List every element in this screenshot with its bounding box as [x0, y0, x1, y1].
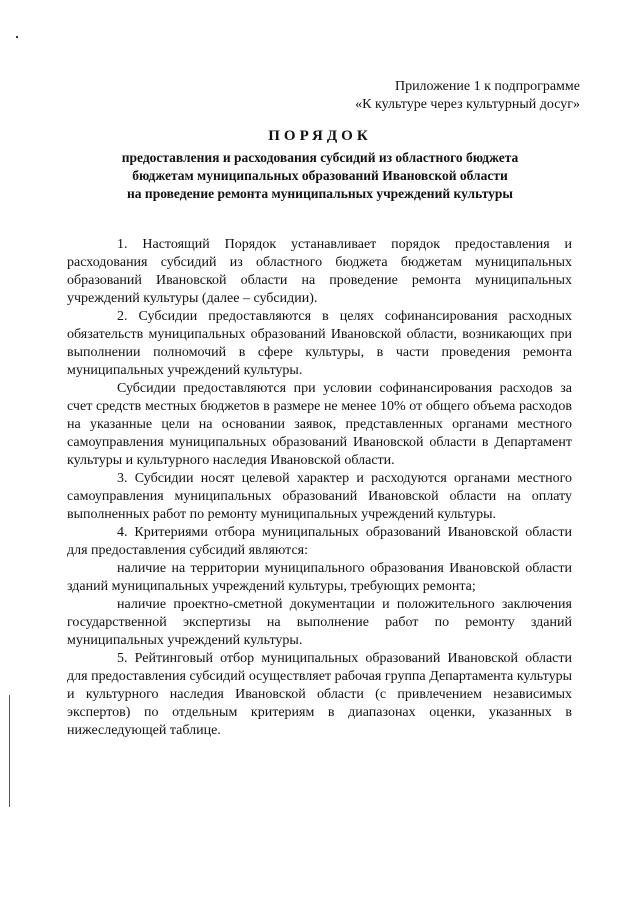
document-body — [67, 236, 572, 740]
paragraph-2-cont: Субсидии предоставляются при условии софинансирования расходов за счет средств местных бюджетов в размере не менее 10% от общего объема расходов на указанные цели на основании заявок, представленных органами местного самоуправления муниципальных образований Ивановской области в Департамент культуры и культурного наследия Ивановской области. — [67, 381, 572, 468]
paragraph-4-item-2: наличие проектно-сметной документации и положительного заключения государственной экспертизы на выполнение работ по ремонту зданий муниципальных учреждений культуры. — [67, 597, 572, 648]
appendix-header — [355, 78, 580, 114]
appendix-line-1: Приложение 1 к подпрограмме — [394, 79, 580, 94]
subtitle-line-1: предоставления и расходования субсидий из областного бюджета — [121, 150, 519, 165]
paragraph-1: 1. Настоящий Порядок устанавливает порядок предоставления и расходования субсидий из областного бюджета бюджетам муниципальных образований Ивановской области на проведение ремонта муниципальных учреждений культуры (далее – субсидии). — [67, 237, 572, 306]
subtitle-line-2: бюджетам муниципальных образований Ивановской области — [132, 168, 508, 183]
paragraph-2: 2. Субсидии предоставляются в целях софинансирования расходных обязательств муниципальных образований Ивановской области, возникающих при выполнении полномочий в сфере культуры, в части проведения ремонта муниципальных учреждений культуры. — [67, 309, 572, 378]
paragraph-3: 3. Субсидии носят целевой характер и расходуются органами местного самоуправления муниципальных образований Ивановской области на оплату выполненных работ по ремонту муниципальных учреждений культуры. — [67, 471, 572, 522]
subtitle-line-3: на проведение ремонта муниципальных учреждений культуры — [127, 186, 513, 201]
document-subtitle — [60, 149, 580, 203]
margin-line — [9, 695, 10, 807]
paragraph-4-item-1: наличие на территории муниципального образования Ивановской области зданий муниципальных учреждений культуры, требующих ремонта; — [67, 561, 572, 594]
paragraph-4: 4. Критериями отбора муниципальных образований Ивановской области для предоставления субсидий являются: — [67, 525, 572, 558]
document-title: ПОРЯДОК — [268, 128, 372, 144]
appendix-line-2: «К культуре через культурный досуг» — [355, 97, 580, 112]
scan-mark — [16, 36, 18, 38]
paragraph-5: 5. Рейтинговый отбор муниципальных образований Ивановской области для предоставления субсидий осуществляет рабочая группа Департамента культуры и культурного наследия Ивановской области (с привлечением независимых экспертов) по отдельным критериям в диапазонах оценки, указанных в нижеследующей таблице. — [67, 651, 572, 738]
